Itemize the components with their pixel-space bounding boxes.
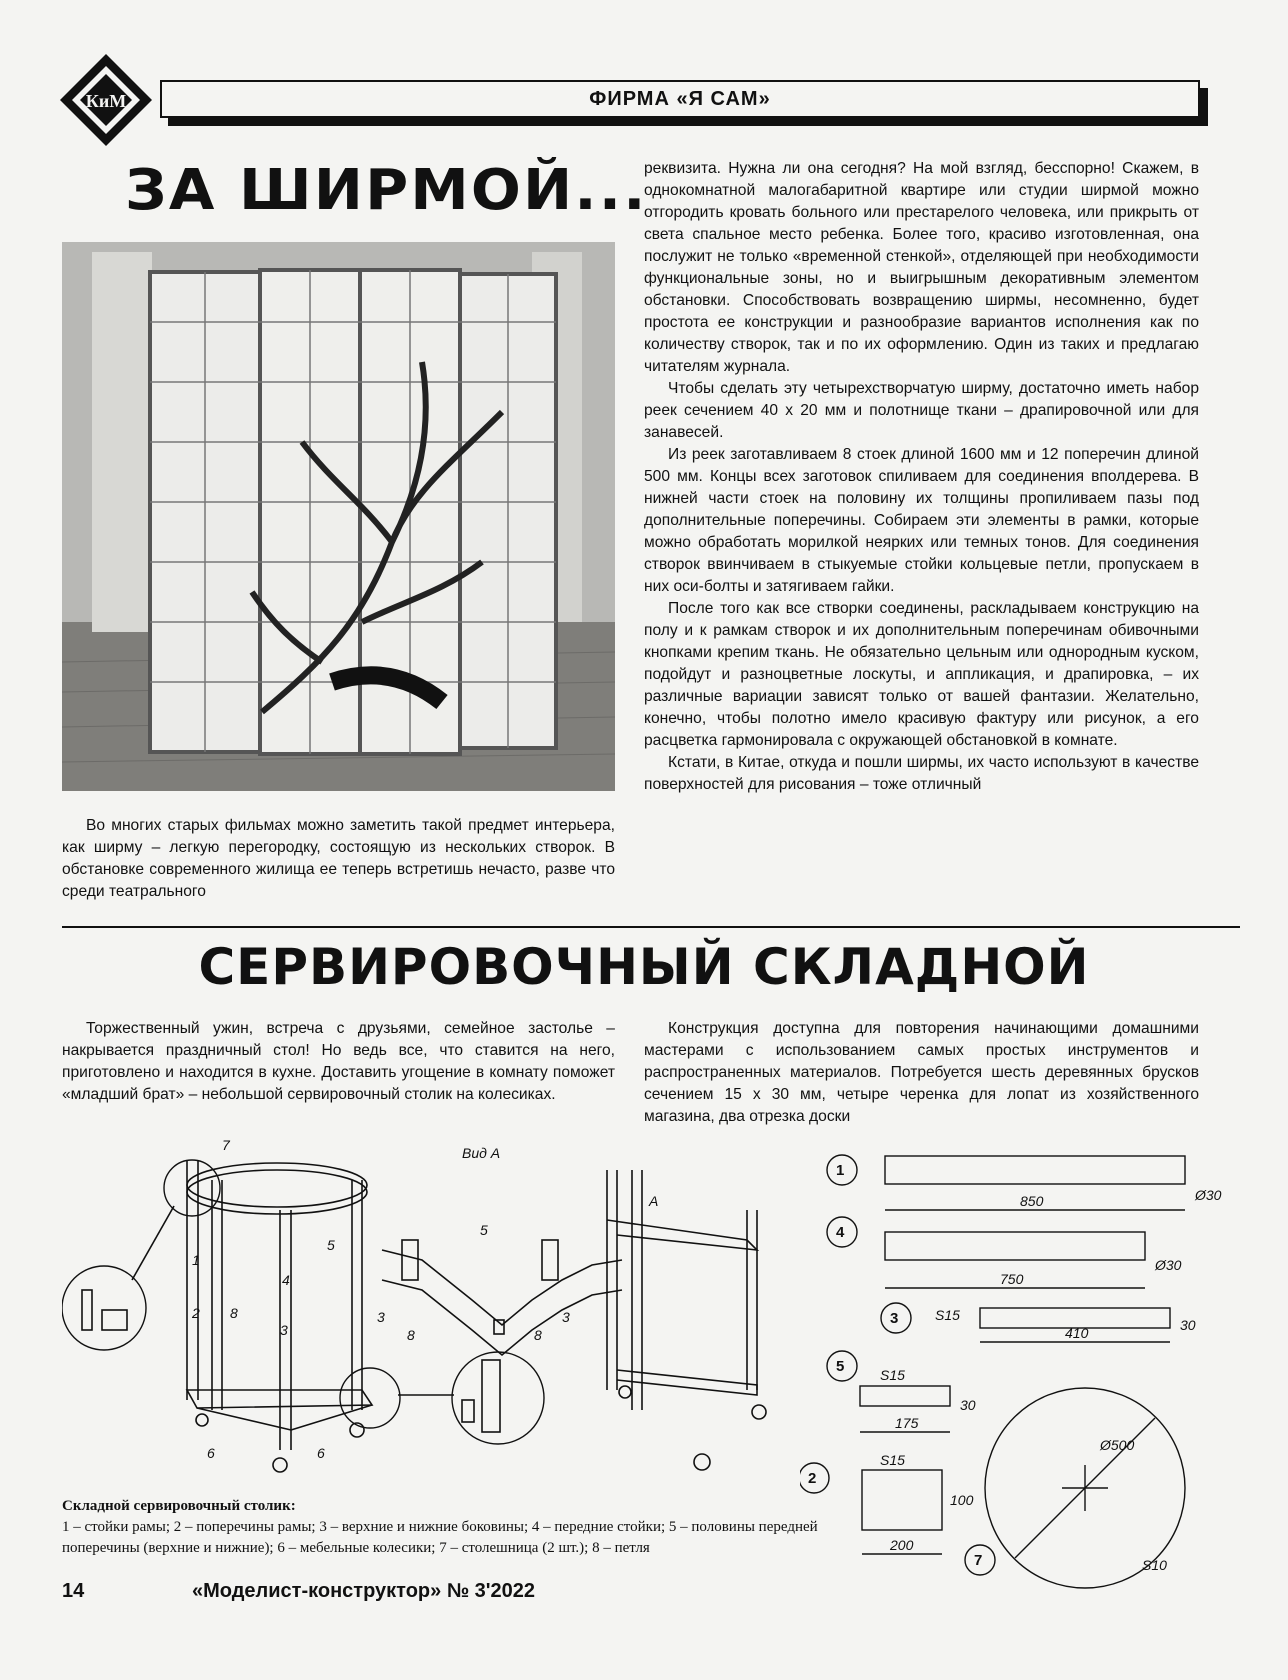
dim-label: S15: [880, 1452, 905, 1468]
part-1-drawing: [827, 1155, 1185, 1210]
dim-label: S15: [880, 1367, 905, 1383]
article1-paragraph: Кстати, в Китае, откуда и пошли ширмы, их часто используют в качестве поверхностей для рисования – тоже отличный: [644, 754, 1199, 793]
page-number: 14: [62, 1580, 85, 1602]
journal-name: «Моделист-конструктор» № 3'2022: [192, 1580, 536, 1602]
part-num-5: 5: [836, 1358, 845, 1375]
dim-label: 850: [1020, 1193, 1044, 1209]
part-label-2: 2: [192, 1305, 200, 1321]
part-3-drawing: [881, 1303, 1170, 1342]
article2-intro: [62, 1018, 615, 1106]
dim-label: S15: [935, 1307, 960, 1323]
part-num-7: 7: [974, 1552, 983, 1569]
trolley-folded-view: [607, 1170, 766, 1470]
part-num-3: 3: [890, 1310, 899, 1327]
part-label-5: 5: [480, 1222, 488, 1238]
article1-body: [644, 158, 1199, 796]
part-label-8: 8: [407, 1327, 415, 1343]
section-title: ФИРМА «Я САМ»: [589, 87, 771, 110]
part-label-5: 5: [327, 1237, 335, 1253]
article1-intro: [62, 815, 615, 903]
article2-body: [644, 1018, 1199, 1128]
logo-text: КиМ: [85, 91, 127, 111]
dim-label: 750: [1000, 1271, 1024, 1287]
figure-caption: [62, 1496, 822, 1559]
part-label-3: 3: [377, 1309, 385, 1325]
caption-text: 1 – стойки рамы; 2 – поперечины рамы; 3 – верхние и нижние боковины; 4 – передние стойки; 5 – половины передней поперечины (верхние и нижние); 6 – мебельные колесики; 7 – столешница (2 шт.); 8 – петля: [62, 1519, 818, 1556]
part-label-7: 7: [222, 1140, 230, 1153]
dim-label: 100: [950, 1492, 974, 1508]
article2-paragraph: Торжественный ужин, встреча с друзьями, семейное застолье – накрывается праздничный стол! Но ведь все, что ставится на него, приготовлено и находится в кухне. Доставить угощение в комнату поможет «младший брат» – небольшой сервировочный столик на колесиках.: [62, 1020, 615, 1103]
part-label-8: 8: [230, 1305, 238, 1321]
part-label-8: 8: [534, 1327, 542, 1343]
dim-label: 410: [1065, 1325, 1089, 1341]
folding-screen-photo: [62, 242, 615, 791]
article2-title: СЕРВИРОВОЧНЫЙ СКЛАДНОЙ: [198, 938, 1090, 996]
part-label-3: 3: [562, 1309, 570, 1325]
part-label-3: 3: [280, 1322, 288, 1338]
dim-label: 200: [890, 1537, 914, 1553]
dim-label: 30: [1180, 1317, 1196, 1333]
part-label-4: 4: [282, 1272, 290, 1288]
article2-paragraph: Конструкция доступна для повторения начинающими домашними мастерами с использованием самых простых инструментов и распространенных материалов. Потребуется шесть деревянных брусков сечением 15 х 30 мм, четыре черенка для лопат из хозяйственного магазина, два отрезка доски: [644, 1020, 1199, 1125]
trolley-assembly-drawing: [62, 1140, 832, 1488]
part-num-2: 2: [808, 1470, 817, 1487]
article1-paragraph: После того как все створки соединены, раскладываем конструкцию на полу и к рамкам створок и их дополнительным поперечинам обивочными кнопками крепим ткань. Не обязательно цельным или однородным куском, подойдут и разноцветные лоскуты, и аппликация, и драпировка, – их различные вариации зависят только от вашей фантазии. Желательно, конечно, чтобы полотно имело красивую фактуру или рисунок, а его расцветка гармонировала с окружающей обстановкой в комнате.: [644, 600, 1199, 749]
article1-paragraph: Чтобы сделать эту четырехстворчатую ширму, достаточно иметь набор реек сечением 40 х 20 мм и полотнище ткани – драпировочной или для занавесей.: [644, 380, 1199, 441]
dim-label: Ø30: [1155, 1257, 1182, 1273]
part-4-drawing: [827, 1217, 1145, 1288]
dim-label: Ø500: [1100, 1437, 1135, 1453]
section-divider: [62, 926, 1240, 928]
part-label-1: 1: [192, 1252, 200, 1268]
section-header: [160, 80, 1200, 118]
caption-title: Складной сервировочный столик:: [62, 1498, 296, 1514]
page-footer: [62, 1580, 762, 1603]
article1-intro-paragraph: Во многих старых фильмах можно заметить такой предмет интерьера, как ширму – легкую перегородку, состоящую из нескольких створок. В обстановке современного жилища ее теперь встретишь нечасто, разве что среди театрального: [62, 817, 615, 900]
dim-label: Ø30: [1195, 1187, 1222, 1203]
part-num-1: 1: [836, 1162, 845, 1179]
article1-title: ЗА ШИРМОЙ...: [125, 158, 648, 223]
article1-paragraph: Из реек заготавливаем 8 стоек длиной 1600 мм и 12 поперечин длиной 500 мм. Концы всех заготовок спиливаем для соединения вполдерева. В нижней части стоек на половину их толщины пропиливаем пазы под дополнительные поперечины. Собираем эти элементы в рамки, которые можно обработать морилкой неярких или темных тонов. Для соединения створок ввинчиваем в стыкуемые стойки кольцевые петли, пропускаем в них оси-болты и затягиваем гайки.: [644, 446, 1199, 595]
part-num-4: 4: [836, 1224, 845, 1241]
trolley-folding-view: [382, 1240, 622, 1355]
view-a-marker: А: [649, 1193, 659, 1209]
magazine-logo: [58, 52, 154, 148]
trolley-open-view: [187, 1160, 372, 1472]
screen-panels: [150, 270, 556, 754]
part-label-6: 6: [317, 1445, 325, 1461]
view-a-label: Вид А: [462, 1145, 501, 1161]
parts-dimensions-drawing: [800, 1140, 1240, 1595]
dim-label: 175: [895, 1415, 919, 1431]
dim-label: S10: [1142, 1557, 1167, 1573]
part-label-6: 6: [207, 1445, 215, 1461]
part-5-drawing: [827, 1351, 950, 1432]
article1-paragraph: реквизита. Нужна ли она сегодня? На мой взгляд, бесспорно! Скажем, в однокомнатной малогабаритной квартире или студии ширмой можно отгородить кровать больного или престарелого человека, или прикрыть от света спальное место ребенка. Более того, красиво изготовленная, она послужит не только «временной стенкой», отделяющей при необходимости функциональные зоны, но и выигрышным декоративным элементом обстановки. Способствовать возвращению ширмы, несомненно, будет простота ее конструкции и разнообразие вариантов исполнения как по количеству створок, так и по их оформлению. Один из таких и предлагаю читателям журнала.: [644, 160, 1199, 375]
dim-label: 30: [960, 1397, 976, 1413]
